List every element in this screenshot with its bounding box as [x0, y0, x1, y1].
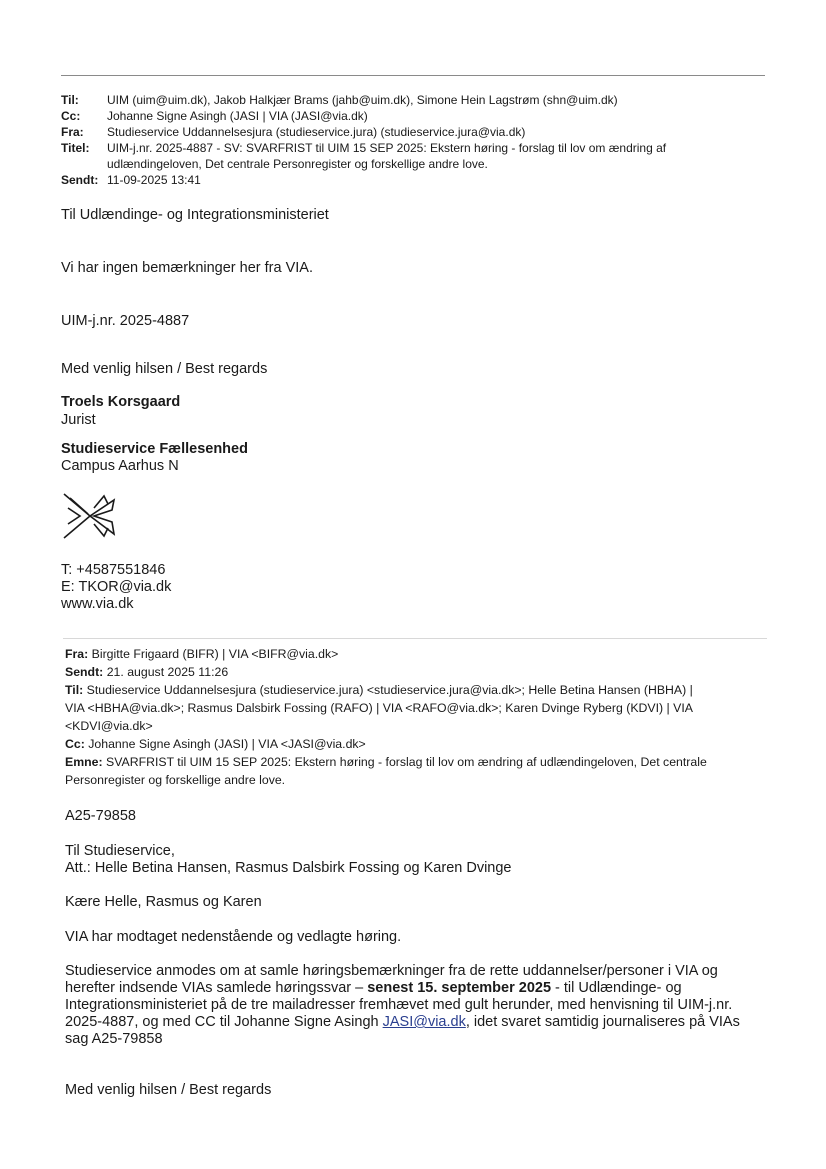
sent-label: Sendt: [61, 173, 99, 187]
p2-l2-a: herefter indsende VIAs samlede høringssvar – [65, 980, 368, 996]
website-link[interactable]: www.via.dk [61, 596, 134, 612]
address-line1: Til Studieservice, [65, 843, 175, 859]
p2-l4-b: , idet svaret samtidig journaliseres på VIAs [465, 1014, 740, 1030]
cc-label: Cc: [61, 109, 81, 123]
fwd-to-line1: Studieservice Uddannelsesjura (studieservice.jura) <studieservice.jura@via.dk>; Helle Betina Hansen (HBHA) | [86, 683, 693, 697]
fwd-from-label: Fra: [65, 647, 89, 661]
salutation: Kære Helle, Rasmus og Karen [65, 894, 262, 910]
unit-name: Studieservice Fællesenhed [61, 441, 248, 457]
from-value: Studieservice Uddannelsesjura (studieservice.jura) (studieservice.jura@via.dk) [107, 125, 526, 139]
fwd-sent-label: Sendt: [65, 665, 104, 679]
fwd-to-row [65, 681, 693, 699]
fwd-to-line2: VIA <HBHA@via.dk>; Rasmus Dalsbirk Fossing (RAFO) | VIA <RAFO@via.dk>; Karen Dvinge Ryberg (KDVI) | VIA [65, 701, 693, 715]
header-divider [61, 75, 765, 76]
email: E: TKOR@via.dk [61, 579, 172, 595]
fwd-cc-row [65, 735, 366, 753]
jasi-email-link[interactable]: JASI@via.dk [382, 1014, 466, 1030]
reply-closing: Med venlig hilsen / Best regards [61, 361, 268, 377]
fwd-subject-line1: SVARFRIST til UIM 15 SEP 2025: Ekstern høring - forslag til lov om ændring af udlændingeloven, Det centrale [106, 755, 707, 769]
paragraph-2-line4 [65, 1014, 740, 1030]
address-line2: Att.: Helle Betina Hansen, Rasmus Dalsbirk Fossing og Karen Dvinge [65, 860, 512, 876]
title-value-line1: UIM-j.nr. 2025-4887 - SV: SVARFRIST til UIM 15 SEP 2025: Ekstern høring - forslag til lov om ændring af [107, 141, 667, 155]
p2-l2-b: - til Udlændinge- og [551, 980, 682, 996]
fwd-subject-label: Emne: [65, 755, 103, 769]
via-logo-icon [60, 490, 120, 542]
reply-body: Vi har ingen bemærkninger her fra VIA. [61, 260, 314, 276]
title-label: Titel: [61, 141, 90, 155]
paragraph-2-line3: Integrationsministeriet på de tre mailadresser fremhævet med gult herunder, med henvisning til UIM-j.nr. [65, 997, 733, 1013]
to-value: UIM (uim@uim.dk), Jakob Halkjær Brams (jahb@uim.dk), Simone Hein Lagstrøm (shn@uim.dk) [107, 93, 618, 107]
from-label: Fra: [61, 125, 84, 139]
fwd-cc-label: Cc: [65, 737, 85, 751]
sender-name: Troels Korsgaard [61, 394, 181, 410]
paragraph-2-line1: Studieservice anmodes om at samle høringsbemærkninger fra de rette uddannelser/personer i VIA og [65, 963, 718, 979]
paragraph-2-line5: sag A25-79858 [65, 1031, 163, 1047]
fwd-sent-value: 21. august 2025 11:26 [106, 665, 229, 679]
fwd-to-label: Til: [65, 683, 84, 697]
unit-location: Campus Aarhus N [61, 458, 179, 474]
paragraph-2-line2 [65, 980, 682, 996]
fwd-from-value: Birgitte Frigaard (BIFR) | VIA <BIFR@via.dk> [91, 647, 339, 661]
fwd-subject-row [65, 753, 707, 771]
case-number: A25-79858 [65, 808, 136, 824]
title-value-line2: udlændingeloven, Det centrale Personregister og forskellige andre love. [107, 157, 488, 171]
deadline-text: senest 15. september 2025 [367, 980, 552, 996]
fwd-sent-row [65, 663, 228, 681]
forward-divider [63, 638, 767, 639]
cc-value: Johanne Signe Asingh (JASI | VIA (JASI@via.dk) [107, 109, 368, 123]
forward-closing: Med venlig hilsen / Best regards [65, 1082, 272, 1098]
reply-reference: UIM-j.nr. 2025-4887 [61, 313, 190, 329]
fwd-subject-line2: Personregister og forskellige andre love. [65, 773, 286, 787]
fwd-to-line3: <KDVI@via.dk> [65, 719, 153, 733]
fwd-from-row [65, 645, 338, 663]
fwd-cc-value: Johanne Signe Asingh (JASI) | VIA <JASI@via.dk> [88, 737, 366, 751]
reply-greeting: Til Udlændinge- og Integrationsministeriet [61, 207, 329, 223]
sent-value: 11-09-2025 13:41 [107, 173, 201, 187]
to-label: Til: [61, 93, 79, 107]
sender-title: Jurist [61, 412, 96, 428]
p2-l4-a: 2025-4887, og med CC til Johanne Signe Asingh [65, 1014, 383, 1030]
paragraph-1: VIA har modtaget nedenstående og vedlagte høring. [65, 929, 402, 945]
phone: T: +4587551846 [61, 562, 166, 578]
